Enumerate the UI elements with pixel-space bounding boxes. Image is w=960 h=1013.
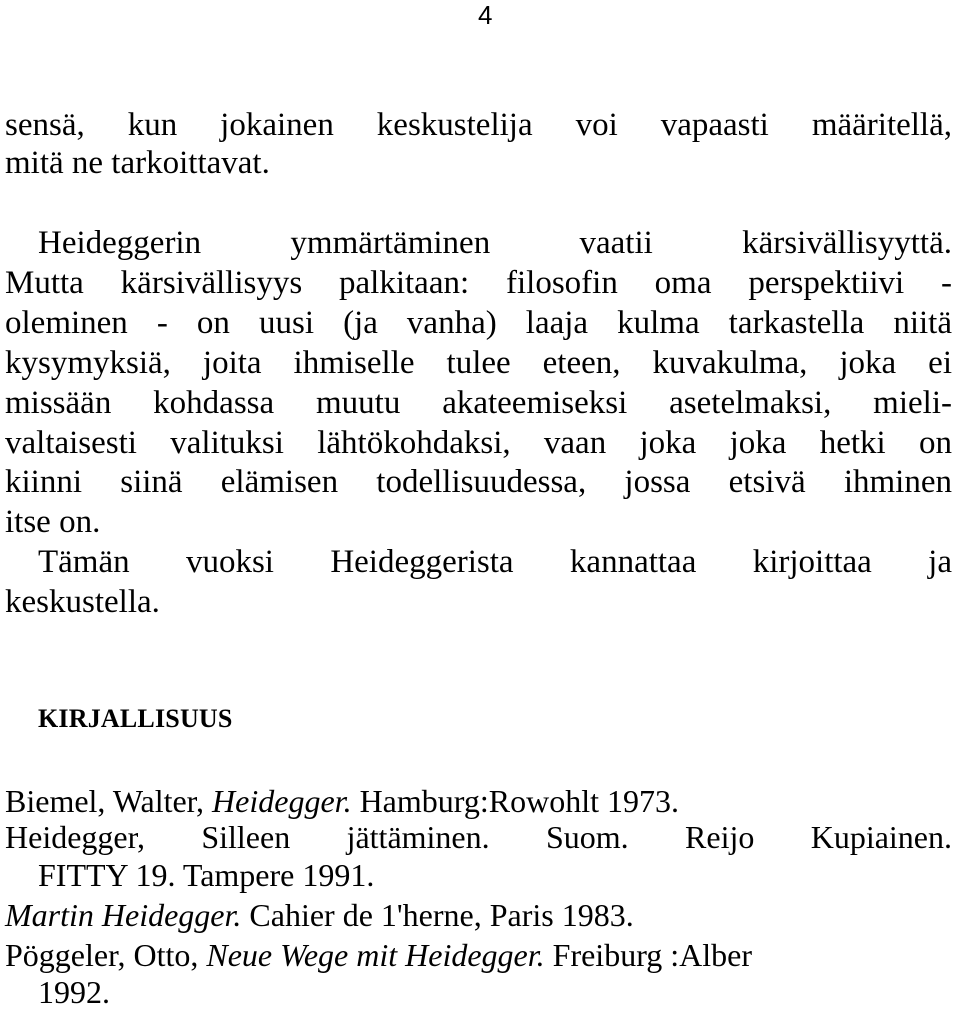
bibliography-entry: Martin Heidegger. Cahier de 1'herne, Paris 1983. [5, 897, 634, 933]
paragraph-line: keskustella. [5, 584, 160, 620]
paragraph-line: kysymyksiä, joita ihmiselle tulee eteen, kuvakulma, joka ei [5, 345, 952, 381]
paragraph-line: Heideggerin ymmärtäminen vaatii kärsivällisyyttä. [38, 225, 952, 261]
paragraph-line: sensä, kun jokainen keskustelija voi vapaasti määritellä, [5, 107, 952, 143]
paragraph-line: valtaisesti valituksi lähtökohdaksi, vaan joka joka hetki on [5, 425, 952, 461]
paragraph-line: Tämän vuoksi Heideggerista kannattaa kirjoittaa ja [38, 544, 952, 580]
paragraph-line: kiinni siinä elämisen todellisuudessa, jossa etsivä ihminen [5, 464, 952, 500]
paragraph-line: Mutta kärsivällisyys palkitaan: filosofin oma perspektiivi - [5, 265, 952, 301]
bibliography-heading: KIRJALLISUUS [38, 704, 233, 733]
page-number: 4 [478, 0, 493, 30]
paragraph-line: oleminen - on uusi (ja vanha) laaja kulma tarkastella niitä [5, 305, 952, 341]
bibliography-entry-continuation: 1992. [38, 974, 110, 1010]
paragraph-line: mitä ne tarkoittavat. [5, 145, 270, 181]
bibliography-entry: Biemel, Walter, Heidegger. Hamburg:Rowohlt 1973. [5, 783, 679, 819]
bibliography-entry: Heidegger, Silleen jättäminen. Suom. Reijo Kupiainen. [5, 819, 952, 855]
paragraph-line: missään kohdassa muutu akateemiseksi asetelmaksi, mieli- [5, 385, 952, 421]
bibliography-entry-continuation: FITTY 19. Tampere 1991. [38, 857, 375, 893]
paragraph-line: itse on. [5, 504, 101, 540]
bibliography-entry: Pöggeler, Otto, Neue Wege mit Heidegger. Freiburg :Alber [5, 937, 753, 973]
